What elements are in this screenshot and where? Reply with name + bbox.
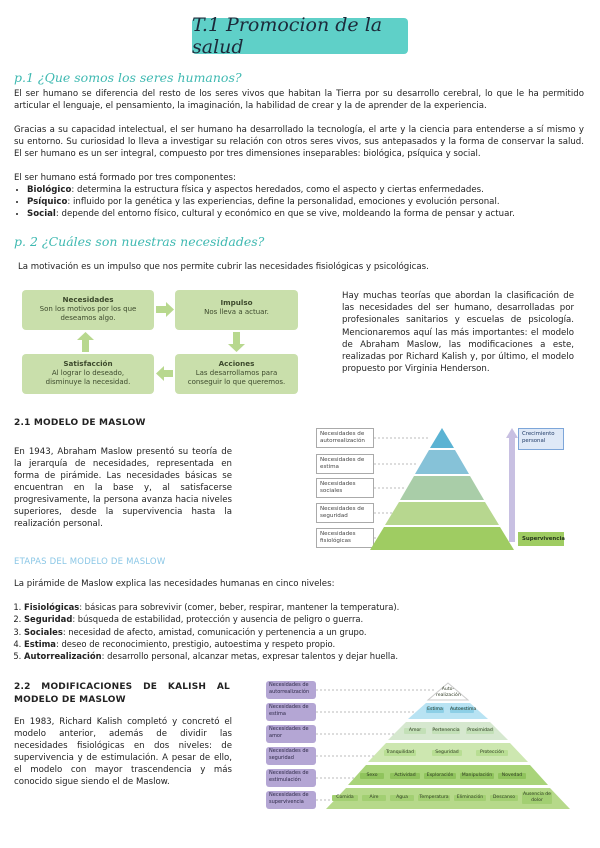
list-item: 2. Seguridad: búsqueda de estabilidad, protección y ausencia de peligro o guerra. bbox=[24, 613, 594, 625]
kalish-cell: Temperatura bbox=[419, 795, 449, 800]
section1-heading: p.1 ¿Que somos los seres humanos? bbox=[14, 70, 242, 85]
maslow-pyramid bbox=[312, 424, 588, 552]
kalish-pyramid bbox=[266, 680, 588, 812]
kalish-heading: 2.2 MODIFICACIONES DE KALISH AL MODELO DE MASLOW bbox=[14, 682, 230, 705]
section2-heading: p. 2 ¿Cuáles son nuestras necesidades? bbox=[14, 234, 265, 249]
kalish-text: En 1983, Richard Kalish completó y concretó el modelo anterior, además de dividir las necesidades fisiológicas en dos niveles: de supervivencia y de estimulación. A pesar de ello, el modelo con mayor trascendencia y más conocido sigue siendo el de Maslow. bbox=[14, 717, 232, 787]
kalish-cell: Exploración bbox=[424, 773, 456, 779]
kalish-cell: Eliminación bbox=[454, 795, 486, 801]
cycle-impulso: Impulso Nos lleva a actuar. bbox=[175, 290, 298, 330]
kalish-cell: Descanso bbox=[490, 795, 518, 801]
kalish-cell: Novedad bbox=[498, 773, 526, 779]
kalish-cell: Auto-realización bbox=[436, 687, 461, 698]
kalish-label: Necesidades de amor bbox=[266, 725, 316, 743]
kalish-label: Necesidades de estimulación bbox=[266, 769, 316, 787]
cycle-necesidades: Necesidades Son los motivos por los que deseamos algo. bbox=[22, 290, 154, 330]
kalish-label: Necesidades de seguridad bbox=[266, 747, 316, 765]
motivation-cycle bbox=[22, 290, 298, 396]
kalish-label: Necesidades de supervivencia bbox=[266, 791, 316, 809]
kalish-cell: Proximidad bbox=[467, 728, 493, 733]
cycle-acciones: Acciones Las desarrollamos para conseguir lo que queremos. bbox=[175, 354, 298, 394]
kalish-cell: Aire bbox=[362, 795, 386, 801]
kalish-cell: Autoestima bbox=[450, 707, 477, 712]
kalish-cell: Sexo bbox=[360, 773, 384, 779]
kalish-cell: Ausencia de dolor bbox=[522, 792, 551, 803]
list-item: • Psíquico: influido por la genética y las experiencias, define la personalidad, emociones y evolución personal. bbox=[27, 196, 597, 208]
list-item: • Biológico: determina la estructura física y aspectos heredados, como el aspecto y ciertas enfermedades. bbox=[27, 184, 597, 196]
kalish-cell: Protección bbox=[476, 750, 508, 756]
pyramid-level-sociales bbox=[400, 476, 484, 500]
maslow-label: Necesidades sociales bbox=[316, 478, 374, 498]
maslow-label: Necesidades fisiológicas bbox=[316, 528, 374, 548]
section2-intro: La motivación es un impulso que nos permite cubrir las necesidades fisiológicas y psicológicas. bbox=[18, 262, 429, 272]
growth-label: Crecimiento personal bbox=[518, 428, 564, 450]
list-item: • Social: depende del entorno físico, cultural y económico en que se vive, moldeando la forma de pensar y actuar. bbox=[27, 208, 597, 220]
kalish-label: Necesidades de estima bbox=[266, 703, 316, 721]
cycle-satisfaccion: Satisfacción Al lograr lo deseado, disminuye la necesidad. bbox=[22, 354, 154, 394]
kalish-cell: Tranquilidad bbox=[385, 750, 415, 755]
section1-intro: El ser humano está formado por tres componentes: bbox=[14, 173, 236, 183]
maslow-text: En 1943, Abraham Maslow presentó su teoría de la jerarquía de necesidades, representada en forma de pirámide. Las necesidades básicas se encuentran en la base y, al satisfacerse progresivamente, la persona avanza hacia niveles superiores, desde la supervivencia hasta la realización personal. bbox=[14, 447, 232, 529]
list-item: 1. Fisiológicas: básicas para sobrevivir (comer, beber, respirar, mantener la temperatura). bbox=[24, 601, 594, 613]
title-banner bbox=[192, 14, 408, 58]
maslow-label: Necesidades de seguridad bbox=[316, 503, 374, 523]
maslow-label: Necesidades de autorrealización bbox=[316, 428, 374, 448]
kalish-cell: Estima bbox=[427, 707, 443, 712]
etapas-intro: La pirámide de Maslow explica las necesidades humanas en cinco niveles: bbox=[14, 579, 335, 589]
page-title: T.1 Promocion de la salud bbox=[192, 14, 383, 58]
kalish-cell: Manipulación bbox=[461, 773, 493, 778]
theories-text: Hay muchas teorías que abordan la clasificación de las necesidades del ser humano, desarrolladas por profesionales sanitarios y escuelas de psicología. Mencionaremos aquí las más importantes: el modelo de Abraham Maslow, las modificaciones a este, realizadas por Richard Kalish y, por último, el modelo propuesto por Virginia Henderson. bbox=[342, 291, 574, 375]
list-item: 4. Estima: deseo de reconocimiento, prestigio, autoestima y respeto propio. bbox=[24, 638, 594, 650]
section1-para1: El ser humano se diferencia del resto de los seres vivos que habitan la Tierra por su desarrollo cerebral, lo que le ha permitido articular el lenguaje, el pensamiento, la imaginación, la habilidad de crear y la de aprender de la experiencia. bbox=[14, 89, 584, 111]
list-item: 5. Autorrealización: desarrollo personal, alcanzar metas, expresar talentos y dejar huella. bbox=[24, 650, 594, 662]
list-item: 3. Sociales: necesidad de afecto, amistad, comunicación y pertenencia a un grupo. bbox=[24, 626, 594, 638]
cycle-arrows bbox=[22, 290, 298, 396]
etapas-heading: ETAPAS DEL MODELO DE MASLOW bbox=[14, 557, 166, 567]
components-list bbox=[14, 184, 597, 220]
kalish-cell: Pertenencia bbox=[432, 728, 460, 733]
pyramid-level-fisiologicas bbox=[370, 527, 514, 550]
survival-label: Supervivencia bbox=[518, 532, 564, 546]
pyramid-level-autorrealizacion bbox=[430, 428, 454, 448]
kalish-cell: Amor bbox=[404, 728, 426, 734]
pyramid-level-estima bbox=[415, 450, 469, 474]
maslow-label: Necesidades de estima bbox=[316, 454, 374, 474]
kalish-cell: Actividad bbox=[390, 773, 420, 779]
section1-para2: Gracias a su capacidad intelectual, el ser humano ha desarrollado la tecnología, el arte y la ciencia para entenderse a sí mismo y su entorno. Su curiosidad lo lleva a investigar su relación con otros seres vivos, sus antepasados y la forma de conservar la salud. El ser humano es un ser integral, compuesto por tres dimensiones inseparables: biológica, psíquica y social. bbox=[14, 125, 584, 159]
kalish-label: Necesidades de autorrealización bbox=[266, 681, 316, 699]
pyramid-level-seguridad bbox=[385, 502, 499, 525]
kalish-cell: Seguridad bbox=[432, 750, 462, 756]
etapas-list bbox=[2, 601, 594, 662]
kalish-cell: Agua bbox=[390, 795, 414, 801]
maslow-heading: 2.1 MODELO DE MASLOW bbox=[14, 418, 146, 428]
kalish-cell: Comida bbox=[332, 795, 358, 801]
